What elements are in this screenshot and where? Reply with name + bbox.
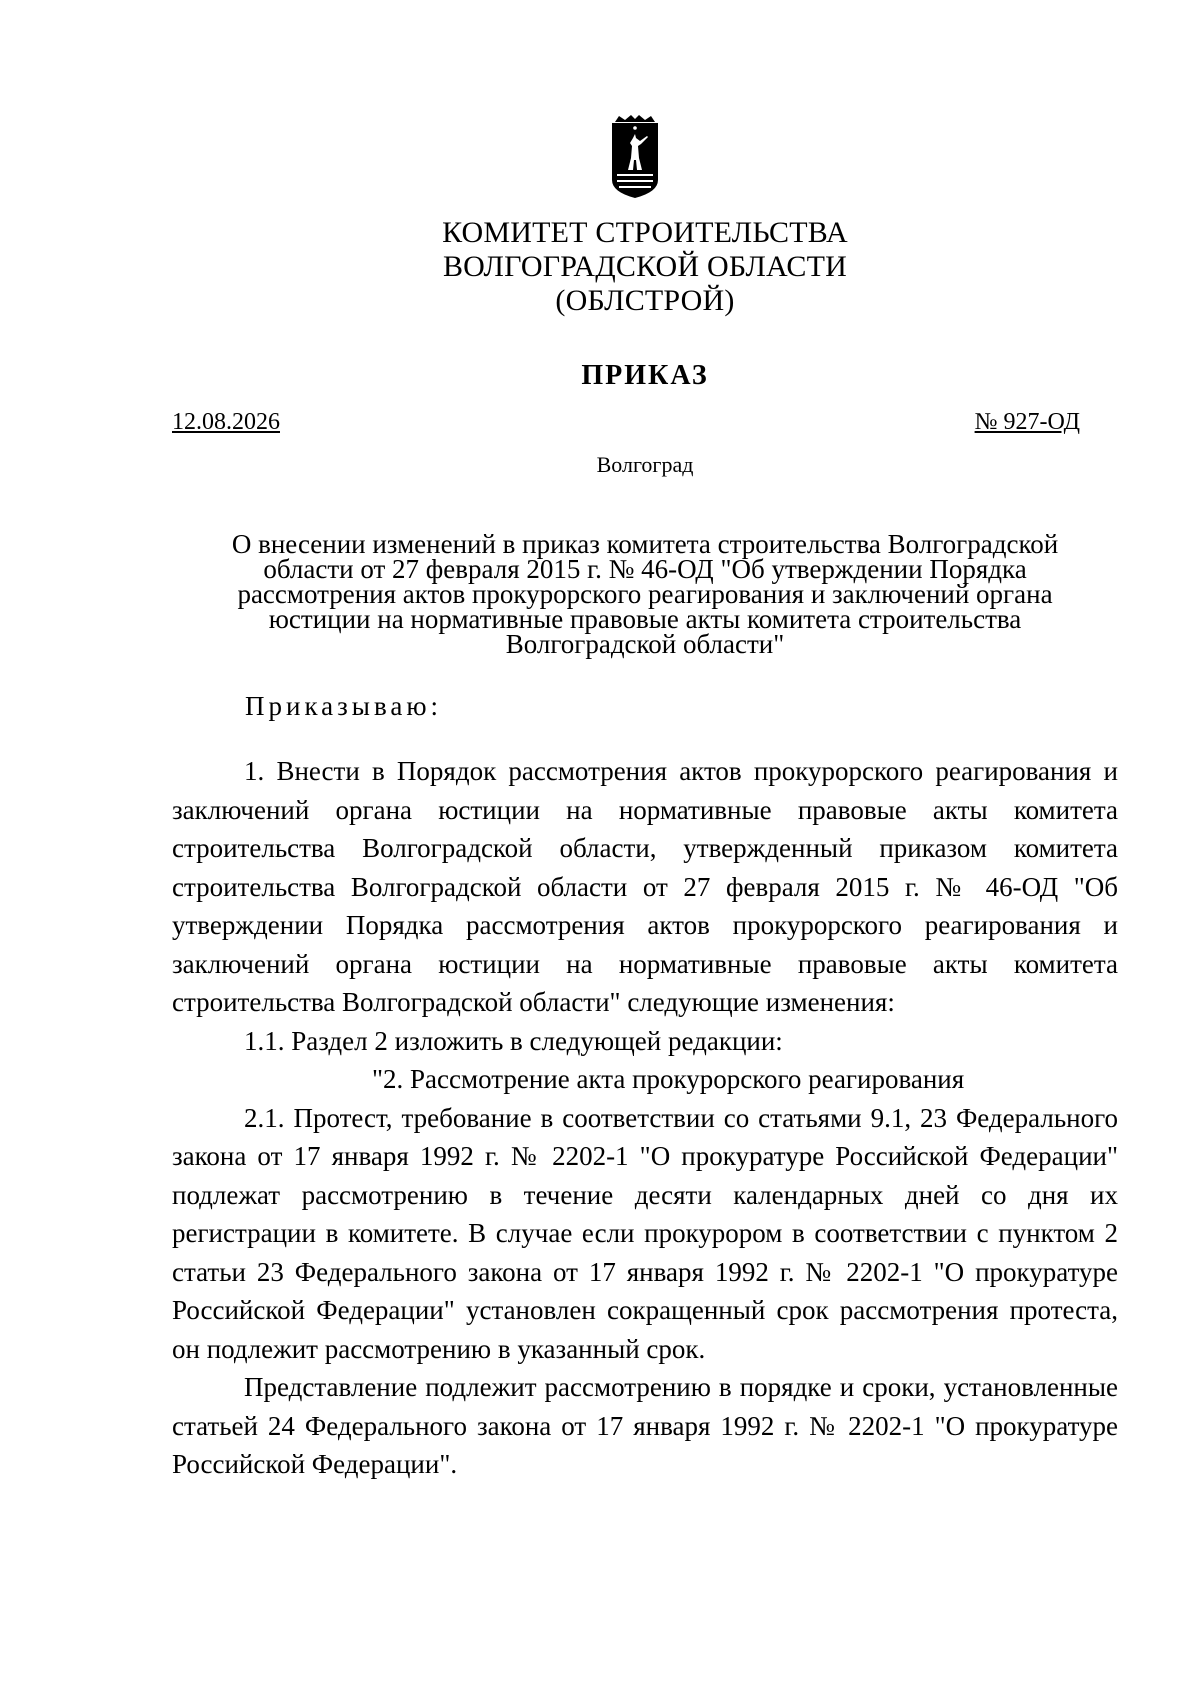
order-number: № 927-ОД (974, 409, 1080, 435)
paragraph-2-1: 2.1. Протест, требование в соответствии со статьями 9.1, 23 Федерального закона от 17 января 1992 г. № 2202-1 "О прокуратуре Российской Федерации" подлежат рассмотрению в течение десяти календарных дней со дня их регистрации в комитете. В случае если прокурором в соответствии с пунктом 2 статьи 23 Федерального закона от 17 января 1992 г. № 2202-1 "О прокуратуре Российской Федерации" установлен сокращенный срок рассмотрения протеста, он подлежит рассмотрению в указанный срок. (172, 1102, 1118, 1364)
paragraph-1-1: 1.1. Раздел 2 изложить в следующей редакции: (244, 1025, 783, 1056)
paragraph-presentation: Представление подлежит рассмотрению в порядке и сроки, установленные статьей 24 Федерального закона от 17 января 1992 г. № 2202-1 "О прокуратуре Российской Федерации". (172, 1372, 1118, 1479)
coat-of-arms-emblem (609, 114, 661, 204)
organization-name (0, 216, 1200, 318)
section-2-heading: "2. Рассмотрение акта прокурорского реагирования (372, 1064, 965, 1094)
org-line-3: (ОБЛСТРОЙ) (555, 284, 735, 317)
order-date: 12.08.2026 (172, 409, 280, 435)
org-line-2: ВОЛГОГРАДСКОЙ ОБЛАСТИ (442, 250, 848, 283)
document-title: ПРИКАЗ (581, 360, 709, 391)
directive-word: Приказываю: (245, 691, 442, 721)
document-body (172, 752, 1118, 1484)
org-line-1: КОМИТЕТ СТРОИТЕЛЬСТВА (442, 216, 848, 249)
paragraph-1: 1. Внести в Порядок рассмотрения актов прокурорского реагирования и заключений органа юстиции на нормативные правовые акты комитета строительства Волгоградской области, утвержденный приказом комитета строительства Волгоградской области от 27 февраля 2015 г. № 46-ОД "Об утверждении Порядка рассмотрения актов прокурорского реагирования и заключений органа юстиции на нормативные правовые акты комитета строительства Волгоградской области" следующие изменения: (172, 756, 1118, 1017)
order-subject: О внесении изменений в приказ комитета строительства Волгоградской области от 27 февраля 2015 г. № 46-ОД "Об утверждении Порядка рассмотрения актов прокурорского реагирования и заключений органа юстиции на нормативные правовые акты комитета строительства Волгоградской области" (231, 529, 1059, 659)
coat-of-arms-icon (609, 114, 661, 204)
order-city: Волгоград (596, 452, 694, 477)
